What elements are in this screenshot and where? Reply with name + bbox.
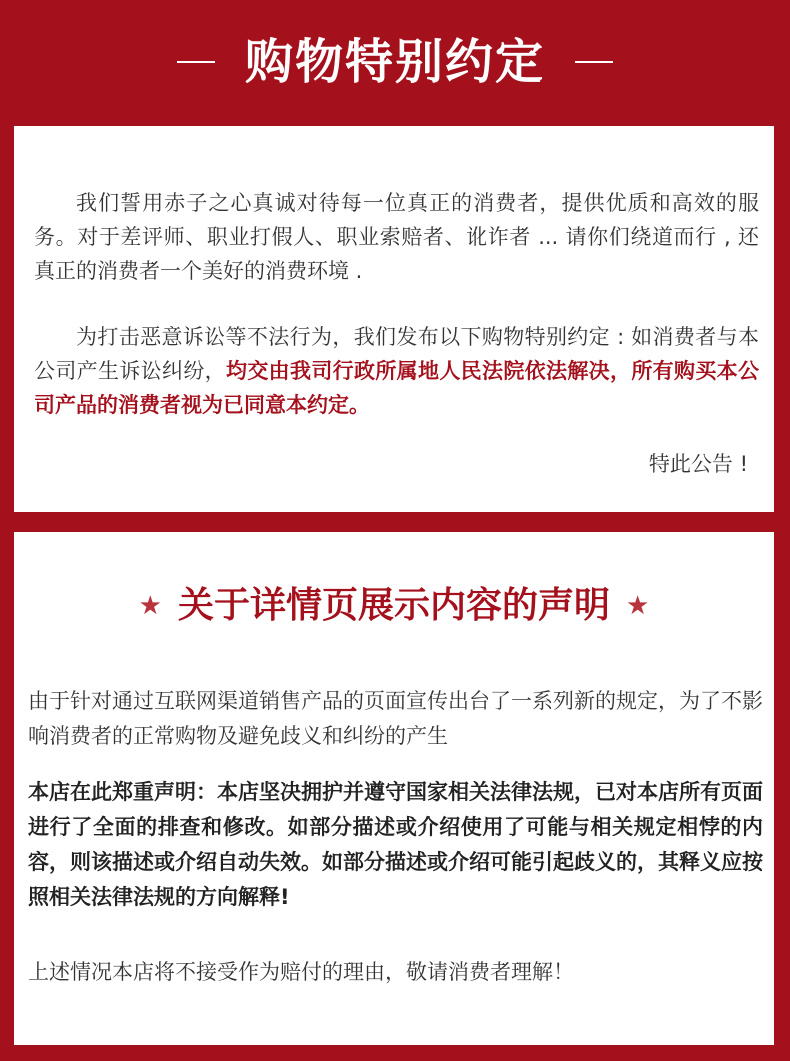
agreement-paragraph-2-text: 为打击恶意诉讼等不法行为，我们发布以下购物特别约定 : 如消费者与本公司产生诉讼纠纷， xyxy=(34,325,759,383)
agreement-signature: 特此公告 ! xyxy=(648,452,748,476)
title-right-dash xyxy=(575,61,613,63)
page-title: 购物特别约定 xyxy=(244,34,545,90)
agreement-paragraph-2 xyxy=(34,320,759,422)
agreement-emphasis-text: 均交由我司行政所属地人民法院依法解决，所有购买本公司产品的消费者视为已同意本约定。 xyxy=(34,359,759,417)
statement-header xyxy=(14,578,774,634)
star-left-icon: ★ xyxy=(138,591,162,621)
detail-page-statement-card xyxy=(14,532,774,1045)
shopping-agreement-card xyxy=(14,126,774,512)
statement-paragraph-2: 本店在此郑重声明：本店坚决拥护并遵守国家相关法律法规，已对本店所有页面进行了全面的排查和修改。如部分描述或介绍使用了可能与相关规定相悖的内容，则该描述或介绍自动失效。如部分描述或介绍可能引起歧义的，其释义应按照相关法律法规的方向解释! xyxy=(28,780,763,909)
star-right-icon: ★ xyxy=(626,591,650,621)
statement-title: 关于详情页展示内容的声明 xyxy=(177,585,610,626)
page-header xyxy=(0,22,790,102)
statement-paragraph-1: 由于针对通过互联网渠道销售产品的页面宣传出台了一系列新的规定，为了不影响消费者的正常购物及避免歧义和纠纷的产生 xyxy=(28,689,763,748)
statement-paragraph-3: 上述情况本店将不接受作为赔付的理由，敬请消费者理解！ xyxy=(28,960,574,984)
title-left-dash xyxy=(177,61,215,63)
agreement-paragraph-1: 我们誓用赤子之心真诚对待每一位真正的消费者，提供优质和高效的服务。对于差评师、职业打假人、职业索赔者、讹诈者 ... 请你们绕道而行 , 还真正的消费者一个美好的消费环境 . xyxy=(34,191,759,283)
